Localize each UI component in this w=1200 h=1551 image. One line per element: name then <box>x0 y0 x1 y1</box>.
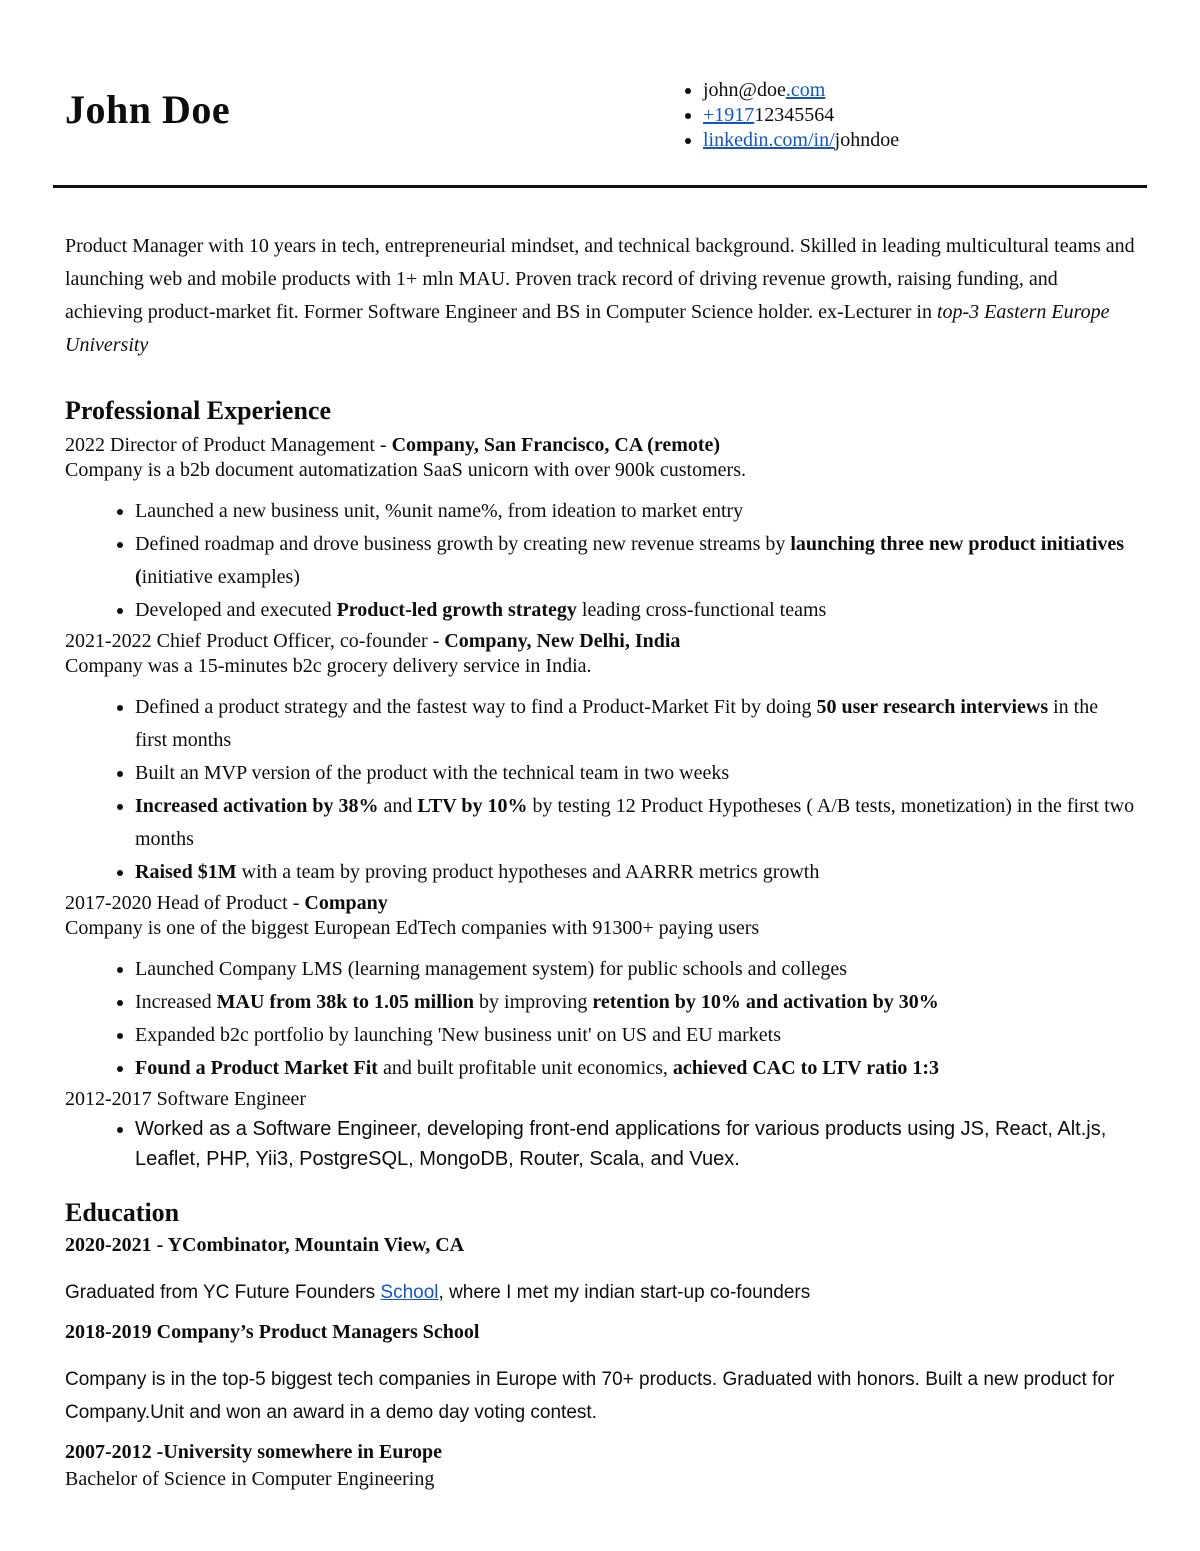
job-subtitle: Company was a 15-minutes b2c grocery delivery service in India. <box>65 655 592 677</box>
bullet-item: • Launched a new business unit, %unit name%, from ideation to market entry <box>135 495 1135 528</box>
bullet-item: • Found a Product Market Fit and built profitable unit economics, achieved CAC to LTV ratio 1:3 <box>135 1052 1135 1085</box>
link[interactable]: School <box>380 1282 439 1303</box>
experience-section <box>65 396 1135 1174</box>
bullet-item: • Raised $1M with a team by proving product hypotheses and AARRR metrics growth <box>135 856 1135 889</box>
job-entry-2021-cpo <box>65 629 1135 889</box>
job-bullet-list <box>65 691 1135 889</box>
job-title: 2022 Director of Product Management - Company, San Francisco, CA (remote) <box>65 434 721 456</box>
section-heading-experience: Professional Experience <box>65 396 331 425</box>
bullet-item: • Increased activation by 38% and LTV by 10% by testing 12 Product Hypotheses ( A/B tests, monetization) in the first two months <box>135 790 1135 856</box>
section-heading-education: Education <box>65 1198 180 1227</box>
bullet-item: • Launched Company LMS (learning management system) for public schools and colleges <box>135 953 1135 986</box>
resume-header <box>65 78 1135 153</box>
job-entry-2012-software-engineer <box>65 1087 1135 1174</box>
contact-block <box>655 78 1135 153</box>
bullet-item: • Defined a product strategy and the fastest way to find a Product-Market Fit by doing 50 user research interviews in the first months <box>135 691 1135 757</box>
job-entry-2022-director <box>65 433 1135 627</box>
contact-linkedin: • linkedin.com/in/johndoe <box>703 128 1135 153</box>
job-title: 2012-2017 Software Engineer <box>65 1088 307 1110</box>
job-entry-2017-head-of-product <box>65 891 1135 1085</box>
education-title-pm-school: 2018-2019 Company’s Product Managers School <box>65 1321 480 1343</box>
bullet-item: • Built an MVP version of the product with the technical team in two weeks <box>135 757 1135 790</box>
contact-phone: • +191712345564 <box>703 103 1135 128</box>
contact-email: • john@doe.com <box>703 78 1135 103</box>
job-subtitle: Company is a b2b document automatization SaaS unicorn with over 900k customers. <box>65 459 746 481</box>
link[interactable]: +1917 <box>703 104 755 126</box>
education-title-university: 2007-2012 -University somewhere in Europe <box>65 1441 443 1463</box>
education-description: Bachelor of Science in Computer Engineering <box>65 1468 435 1490</box>
bullet-item: • Defined roadmap and drove business growth by creating new revenue streams by launching three new product initiatives (initiative examples) <box>135 528 1135 594</box>
education-title-ycombinator: 2020-2021 - YCombinator, Mountain View, CA <box>65 1234 465 1256</box>
link[interactable]: .com <box>785 79 826 101</box>
job-subtitle: Company is one of the biggest European EdTech companies with 91300+ paying users <box>65 917 760 939</box>
bullet-item: • Expanded b2c portfolio by launching 'New business unit' on US and EU markets <box>135 1019 1135 1052</box>
bullet-item: • Developed and executed Product-led growth strategy leading cross-functional teams <box>135 594 1135 627</box>
job-bullet-list <box>65 495 1135 627</box>
link[interactable]: linkedin.com/in/ <box>703 129 835 151</box>
job-title: 2017-2020 Head of Product - Company <box>65 892 388 914</box>
education-description: Graduated from YC Future Founders School, where I met my indian start-up co-founders <box>65 1282 811 1303</box>
job-title: 2021-2022 Chief Product Officer, co-founder - Company, New Delhi, India <box>65 630 681 652</box>
summary-paragraph: Product Manager with 10 years in tech, entrepreneurial mindset, and technical background. Skilled in leading multicultural teams and launching web and mobile products with 1+ mln MAU. Proven track record of driving revenue growth, raising funding, and achieving product-market fit. Former Software Engineer and BS in Computer Science holder. ex-Lecturer in top-3 Eastern Europe University <box>65 235 1135 356</box>
contact-list <box>655 78 1135 153</box>
education-description: Company is in the top-5 biggest tech companies in Europe with 70+ products. Graduated with honors. Built a new product for Company.Unit and won an award in a demo day voting contest. <box>65 1369 1115 1423</box>
job-bullet-list <box>65 953 1135 1085</box>
job-bullet-list <box>65 1114 1135 1174</box>
person-name: John Doe <box>65 87 231 132</box>
education-section <box>65 1198 1135 1493</box>
bullet-item: • Worked as a Software Engineer, developing front-end applications for various products using JS, React, Alt.js, Leaflet, PHP, Yii3, PostgreSQL, MongoDB, Router, Scala, and Vuex. <box>135 1114 1135 1174</box>
bullet-item: • Increased MAU from 38k to 1.05 million by improving retention by 10% and activation by 30% <box>135 986 1135 1019</box>
header-divider <box>53 185 1147 188</box>
